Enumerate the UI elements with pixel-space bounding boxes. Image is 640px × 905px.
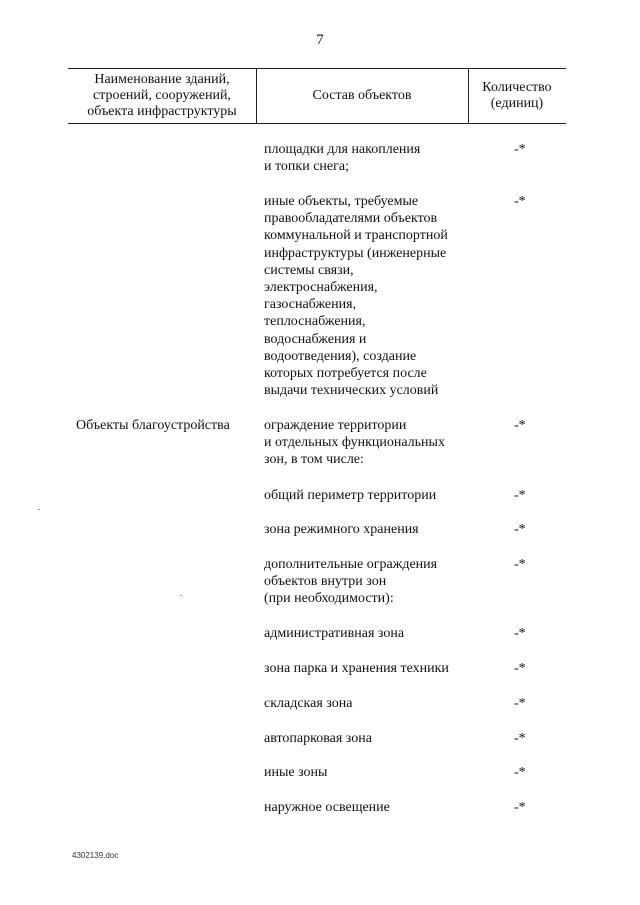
row-item: зона режимного хранения: [264, 522, 419, 537]
row-quantity: -*: [514, 765, 526, 780]
row-quantity: -*: [514, 626, 526, 641]
row-quantity: -*: [514, 661, 526, 676]
row-quantity: -*: [514, 418, 526, 433]
row-item: административная зона: [264, 626, 405, 641]
row-quantity: -*: [514, 194, 526, 209]
row-item: общий периметр территории: [264, 488, 437, 503]
header-building-name-text: Наименование зданий, строений, сооружений, объекта инфраструктуры: [87, 72, 237, 119]
row-item: иные зоны: [264, 765, 328, 780]
table-header: [68, 68, 566, 124]
header-composition: [256, 69, 468, 123]
row-quantity: -*: [514, 488, 526, 503]
row-item: складская зона: [264, 696, 353, 711]
row-quantity: -*: [514, 142, 526, 157]
document-code: 4302139.doc: [72, 851, 119, 860]
row-item: дополнительные ограждения объектов внутри зон (при необходимости):: [264, 557, 438, 607]
row-item: автопарковая зона: [264, 731, 372, 746]
row-item: площадки для накопления и топки снега;: [264, 142, 421, 175]
row-item: ограждение территории и отдельных функциональных зон, в том числе:: [264, 418, 445, 468]
row-item: иные объекты, требуемые правообладателями объектов коммунальной и транспортной инфраструктуры (инженерные системы связи, электроснабжения, газоснабжения, теплоснабжения, водоснабжения и водоотведения), создание которых потребуется после выдачи технических условий: [264, 194, 448, 399]
header-quantity: [468, 69, 566, 123]
row-quantity: -*: [514, 522, 526, 537]
row-quantity: -*: [514, 731, 526, 746]
scan-speck: [38, 509, 40, 510]
header-composition-text: Состав объектов: [312, 88, 412, 103]
scan-speck: [180, 595, 182, 596]
row-item: наружное освещение: [264, 800, 390, 815]
header-building-name: [68, 69, 256, 123]
row-quantity: -*: [514, 800, 526, 815]
page-number: 7: [316, 32, 324, 48]
header-quantity-text: Количество (единиц): [482, 80, 552, 111]
row-quantity: -*: [514, 557, 526, 572]
row-item: зона парка и хранения техники: [264, 661, 449, 676]
row-quantity: -*: [514, 696, 526, 711]
row-category: Объекты благоустройства: [76, 418, 230, 433]
